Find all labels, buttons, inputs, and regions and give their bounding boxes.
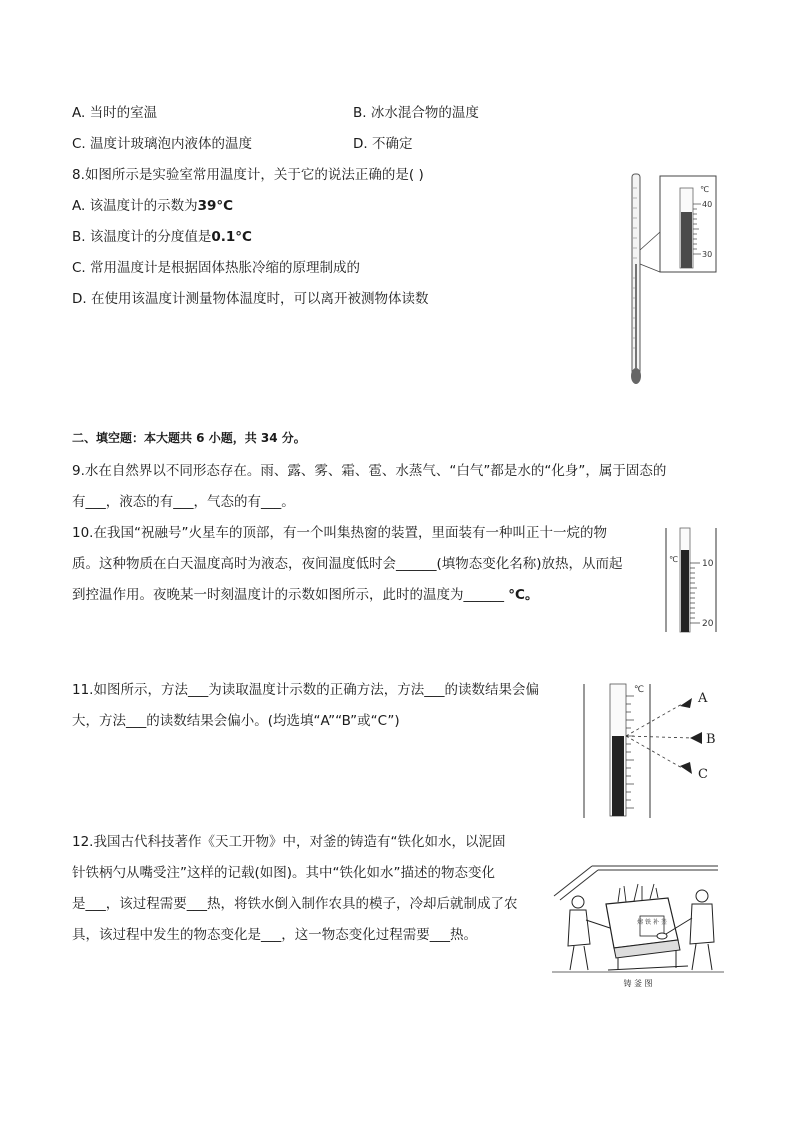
q9-line-1: 9.水在自然界以不同形态存在。雨、露、雾、霜、雹、水蒸气、“白气”都是水的“化身”，属于固态的: [72, 463, 667, 479]
q11-fig-label-a: A: [698, 691, 708, 706]
q10-thermometer-figure: [660, 526, 722, 636]
q12-casting-illustration: [548, 858, 728, 992]
q11-line-1: 11.如图所示，方法___为读取温度计示数的正确方法，方法___的读数结果会偏: [72, 682, 539, 698]
q7-option-c: C. 温度计玻璃泡内液体的温度: [72, 136, 253, 152]
q10-fig-unit: ℃: [669, 555, 678, 564]
q12-fig-caption: 铸 釜 图: [623, 979, 653, 988]
q10-line-3-text: 到控温作用。夜晚某一时刻温度计的示数如图所示，此时的温度为______: [72, 587, 509, 603]
eye-b-icon: [690, 732, 702, 744]
q11-fig-label-c: C: [698, 767, 708, 782]
q8-option-b-text: B. 该温度计的分度值是: [72, 229, 212, 245]
q12-line-4: 具，该过程中发生的物态变化是___，这一物态变化过程需要___热。: [72, 927, 477, 943]
q8-fig-tick-upper: 40: [702, 200, 713, 209]
q8-thermometer-figure: [620, 168, 720, 390]
q8-fig-tick-lower: 30: [702, 250, 713, 259]
q8-option-a-value: 39°C: [197, 198, 234, 214]
q10-fig-tick-lower: 20: [702, 619, 714, 629]
q8-stem: 8.如图所示是实验室常用温度计，关于它的说法正确的是( ): [72, 167, 424, 183]
q12-line-3: 是___，该过程需要___热，将铁水倒入制作农具的模子，冷却后就制成了农: [72, 896, 518, 912]
eye-a-icon: [680, 698, 692, 708]
q7-option-d: D. 不确定: [353, 136, 413, 152]
q10-unit: °C。: [508, 587, 539, 603]
q10-line-2: 质。这种物质在白天温度高时为液态，夜间温度低时会______(填物态变化名称)放热，从而起: [72, 556, 623, 572]
q12-line-2: 针铁柄勺从嘴受注”这样的记载(如图)。其中“铁化如水”描述的物态变化: [72, 865, 496, 881]
lab-thermometer: [631, 174, 641, 384]
q11-line-2: 大，方法___的读数结果会偏小。(均选填“A”“B”或“C”): [72, 713, 400, 729]
q7-option-b: B. 冰水混合物的温度: [353, 105, 479, 121]
eye-c-icon: [680, 762, 692, 774]
q11-fig-unit: ℃: [634, 685, 645, 695]
q8-option-a-text: A. 该温度计的示数为: [72, 198, 198, 214]
q7-option-a: A. 当时的室温: [72, 105, 158, 121]
magnified-scale-inset: [660, 176, 716, 272]
q8-option-b: [72, 227, 252, 247]
q8-option-a: [72, 196, 233, 216]
q10-line-3: [72, 585, 538, 605]
q12-line-1: 12.我国古代科技著作《天工开物》中，对釜的铸造有“铁化如水，以泥固: [72, 834, 506, 850]
section-2-heading: 二、填空题：本大题共 6 小题，共 34 分。: [72, 431, 306, 445]
q10-fig-tick-upper: 10: [702, 559, 714, 569]
furnace: [606, 884, 688, 970]
q12-fig-sign: 熔 铁 补 釜: [637, 919, 667, 926]
q10-line-1: 10.在我国“祝融号”火星车的顶部，有一个叫集热窗的装置，里面装有一种叫正十一烷的物: [72, 525, 607, 541]
q11-reading-figure: [578, 680, 720, 820]
q8-option-b-value: 0.1°C: [211, 229, 252, 245]
q8-option-c: C. 常用温度计是根据固体热胀冷缩的原理制成的: [72, 260, 361, 276]
left-worker: [568, 896, 610, 970]
q11-fig-label-b: B: [706, 732, 716, 747]
q8-option-d: D. 在使用该温度计测量物体温度时，可以离开被测物体读数: [72, 291, 429, 307]
q8-fig-unit: ℃: [700, 185, 709, 194]
q9-line-2: 有___，液态的有___，气态的有___。: [72, 494, 295, 510]
